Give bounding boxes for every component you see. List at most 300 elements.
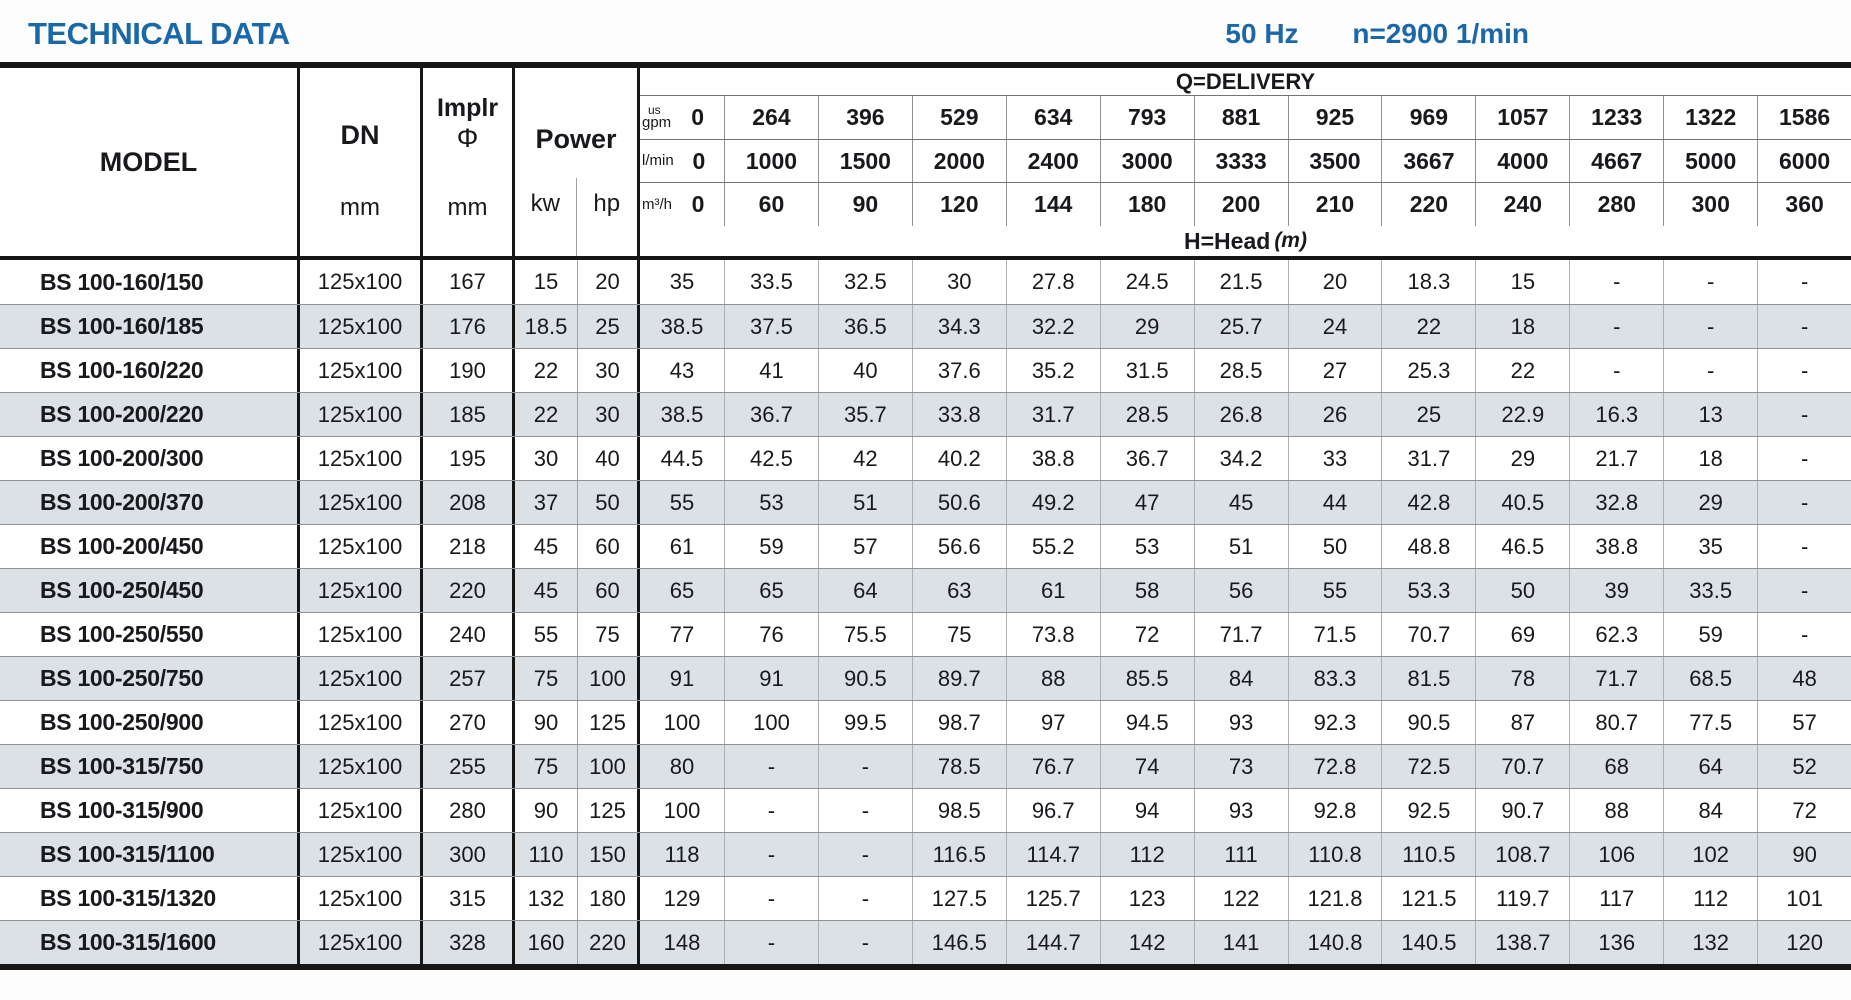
table-row (0, 920, 1851, 964)
model-cell: BS 100-315/1600 (0, 921, 300, 964)
q-value-cell: 180 (1100, 183, 1194, 226)
table-row (0, 568, 1851, 612)
q-value-cell: 3333 (1194, 140, 1288, 183)
head-cell: 80 (669, 753, 695, 779)
impeller-cell: 328 (423, 921, 515, 964)
table-row (0, 524, 1851, 568)
head-cell: 73 (1194, 745, 1288, 788)
usgpm-first-cell (640, 96, 724, 139)
m3h-values (724, 183, 1851, 226)
impeller-cell: 218 (423, 525, 515, 568)
head-cell: 91 (669, 665, 695, 691)
head-cell: 34.2 (1194, 437, 1288, 480)
head-cell: 122 (1194, 877, 1288, 920)
head-cell: 138.7 (1475, 921, 1569, 964)
head-cell: 61 (669, 533, 695, 559)
kw-cell: 22 (533, 401, 559, 427)
hp-cell: 50 (577, 481, 640, 524)
dn-cell: 125x100 (300, 481, 423, 524)
head-cell: 88 (1006, 657, 1100, 700)
head-cell: 93 (1194, 789, 1288, 832)
head-cell: 33.8 (912, 393, 1006, 436)
head-cell: 84 (1663, 789, 1757, 832)
dn-column-header (300, 68, 423, 256)
head-cell: 13 (1663, 393, 1757, 436)
m3h-first-cell (640, 183, 724, 226)
head-cell: 34.3 (912, 305, 1006, 348)
kw-cell: 45 (533, 577, 559, 603)
head-cell: 24 (1288, 305, 1382, 348)
head-cell: 28.5 (1194, 349, 1288, 392)
head-cell: 25.7 (1194, 305, 1288, 348)
head-cell: - (1757, 437, 1851, 480)
q-value-cell: 4667 (1569, 140, 1663, 183)
impeller-cell: 257 (423, 657, 515, 700)
head-cell: 72 (1757, 789, 1851, 832)
dn-cell: 125x100 (300, 393, 423, 436)
head-cell: 22 (1475, 349, 1569, 392)
head-cell: - (1663, 349, 1757, 392)
head-cell: 48.8 (1381, 525, 1475, 568)
head-cell: - (818, 877, 912, 920)
head-cell: 41 (724, 349, 818, 392)
technical-data-table (0, 62, 1851, 970)
head-cell: 89.7 (912, 657, 1006, 700)
table-row (0, 700, 1851, 744)
m3h-unit-label: m³/h (642, 195, 672, 213)
q-value-cell: 396 (818, 96, 912, 139)
head-cell: 31.5 (1100, 349, 1194, 392)
head-cell: 47 (1100, 481, 1194, 524)
head-cell: 16.3 (1569, 393, 1663, 436)
model-cell: BS 100-250/900 (0, 701, 300, 744)
impeller-cell: 300 (423, 833, 515, 876)
head-cell: 76.7 (1006, 745, 1100, 788)
model-cell: BS 100-200/370 (0, 481, 300, 524)
spec-labels (1225, 18, 1529, 50)
dn-cell: 125x100 (300, 613, 423, 656)
hp-cell: 100 (577, 657, 640, 700)
q-value-cell: 0 (691, 103, 704, 130)
lmin-first-cell (640, 140, 724, 183)
head-cell: 100 (663, 709, 701, 735)
head-cell: 101 (1757, 877, 1851, 920)
head-cell: 22 (1381, 305, 1475, 348)
q-value-cell: 6000 (1757, 140, 1851, 183)
head-cell: - (724, 921, 818, 964)
head-cell: 55.2 (1006, 525, 1100, 568)
q-value-cell: 5000 (1663, 140, 1757, 183)
head-cell: 31.7 (1381, 437, 1475, 480)
head-cell: 32.8 (1569, 481, 1663, 524)
head-cell: 140.5 (1381, 921, 1475, 964)
head-cell: 21.7 (1569, 437, 1663, 480)
head-cell: 100 (663, 797, 701, 823)
head-cell: 63 (912, 569, 1006, 612)
head-cell: 22.9 (1475, 393, 1569, 436)
head-cell: 25 (1381, 393, 1475, 436)
head-cell: 26 (1288, 393, 1382, 436)
head-cell: 64 (1663, 745, 1757, 788)
dn-cell: 125x100 (300, 657, 423, 700)
dn-cell: 125x100 (300, 745, 423, 788)
head-cell: 100 (724, 701, 818, 744)
head-cell: 39 (1569, 569, 1663, 612)
impeller-column-header (423, 68, 515, 256)
table-row (0, 260, 1851, 304)
head-cell: 141 (1194, 921, 1288, 964)
title-bar (0, 0, 1851, 62)
head-cell: 80.7 (1569, 701, 1663, 744)
model-cell: BS 100-160/150 (0, 260, 300, 304)
head-cell: 148 (663, 929, 701, 955)
table-row (0, 788, 1851, 832)
kw-cell: 90 (533, 709, 559, 735)
hp-cell: 30 (577, 393, 640, 436)
dn-cell: 125x100 (300, 789, 423, 832)
dn-cell: 125x100 (300, 349, 423, 392)
head-cell: 46.5 (1475, 525, 1569, 568)
head-cell: 40.2 (912, 437, 1006, 480)
hp-cell: 150 (577, 833, 640, 876)
head-cell: 58 (1100, 569, 1194, 612)
head-cell: - (818, 789, 912, 832)
hp-label: hp (576, 178, 638, 256)
head-cell: 18.3 (1381, 260, 1475, 304)
q-value-cell: 300 (1663, 183, 1757, 226)
head-cell: 106 (1569, 833, 1663, 876)
speed-label: n=2900 1/min (1352, 18, 1529, 49)
head-cell: - (818, 745, 912, 788)
head-cell: 102 (1663, 833, 1757, 876)
head-cell: 33.5 (1663, 569, 1757, 612)
q-value-cell: 3667 (1381, 140, 1475, 183)
head-cell: 29 (1475, 437, 1569, 480)
head-cell: 15 (1475, 260, 1569, 304)
head-cell: 43 (669, 357, 695, 383)
head-cell: 35 (669, 269, 695, 294)
head-cell: 93 (1194, 701, 1288, 744)
head-cell: 111 (1194, 833, 1288, 876)
model-cell: BS 100-315/1320 (0, 877, 300, 920)
q-value-cell: 3500 (1288, 140, 1382, 183)
head-cell: 92.3 (1288, 701, 1382, 744)
head-cell: 84 (1194, 657, 1288, 700)
head-cell: 57 (1757, 701, 1851, 744)
impeller-cell: 315 (423, 877, 515, 920)
head-cell: 35 (1663, 525, 1757, 568)
hp-cell: 30 (577, 349, 640, 392)
usgpm-values (724, 96, 1851, 139)
q-value-cell: 1586 (1757, 96, 1851, 139)
lmin-values (724, 140, 1851, 183)
q-value-cell: 1057 (1475, 96, 1569, 139)
head-cell: 75.5 (818, 613, 912, 656)
impeller-cell: 280 (423, 789, 515, 832)
head-cell: 32.2 (1006, 305, 1100, 348)
kw-cell: 37 (533, 489, 559, 515)
head-cell: 112 (1663, 877, 1757, 920)
head-cell: 38.8 (1006, 437, 1100, 480)
power-column-header (515, 68, 640, 256)
impeller-cell: 220 (423, 569, 515, 612)
head-cell: 50 (1288, 525, 1382, 568)
head-cell: 44.5 (660, 445, 704, 471)
hp-cell: 100 (577, 745, 640, 788)
head-cell: - (1663, 305, 1757, 348)
head-cell: 81.5 (1381, 657, 1475, 700)
dn-cell: 125x100 (300, 437, 423, 480)
table-body (0, 260, 1851, 964)
head-cell: 65 (669, 577, 695, 603)
head-cell: 92.8 (1288, 789, 1382, 832)
head-cell: - (1757, 569, 1851, 612)
kw-label: kw (530, 190, 560, 217)
hp-cell: 220 (577, 921, 640, 964)
head-cell: 51 (1194, 525, 1288, 568)
head-cell: 99.5 (818, 701, 912, 744)
head-cell: 70.7 (1475, 745, 1569, 788)
q-value-cell: 360 (1757, 183, 1851, 226)
head-cell: 110.8 (1288, 833, 1382, 876)
head-cell: 72 (1100, 613, 1194, 656)
q-value-cell: 280 (1569, 183, 1663, 226)
head-cell: - (724, 877, 818, 920)
head-cell: 77 (669, 621, 695, 647)
head-cell: 59 (1663, 613, 1757, 656)
q-value-cell: 60 (724, 183, 818, 226)
model-cell: BS 100-315/900 (0, 789, 300, 832)
dn-cell: 125x100 (300, 260, 423, 304)
power-subheaders (515, 178, 637, 256)
kw-cell: 30 (533, 445, 559, 471)
kw-cell: 90 (533, 797, 559, 823)
q-value-cell: 1500 (818, 140, 912, 183)
model-cell: BS 100-315/1100 (0, 833, 300, 876)
model-cell: BS 100-250/750 (0, 657, 300, 700)
head-cell: 120 (1757, 921, 1851, 964)
head-cell: 77.5 (1663, 701, 1757, 744)
impeller-cell: 185 (423, 393, 515, 436)
impeller-label: Implr (436, 94, 499, 122)
head-cell: 75 (912, 613, 1006, 656)
head-cell: 49.2 (1006, 481, 1100, 524)
q-value-cell: 0 (691, 191, 705, 218)
head-unit-label: (m) (1274, 229, 1307, 253)
head-cell: 42 (818, 437, 912, 480)
head-cell: 108.7 (1475, 833, 1569, 876)
q-value-cell: 264 (724, 96, 818, 139)
head-cell: 87 (1475, 701, 1569, 744)
head-cell: 71.7 (1569, 657, 1663, 700)
head-cell: - (1757, 349, 1851, 392)
hp-cell: 20 (577, 260, 640, 304)
head-cell: 50 (1475, 569, 1569, 612)
head-cell: 38.5 (660, 401, 704, 427)
kw-cell: 22 (533, 357, 559, 383)
q-value-cell: 1000 (724, 140, 818, 183)
dn-unit-label: mm (340, 194, 380, 221)
head-cell: 78.5 (912, 745, 1006, 788)
q-value-cell: 0 (692, 147, 706, 174)
head-cell: 90.5 (1381, 701, 1475, 744)
impeller-cell: 167 (423, 260, 515, 304)
head-cell: 24.5 (1100, 260, 1194, 304)
head-cell: 57 (818, 525, 912, 568)
head-cell: 123 (1100, 877, 1194, 920)
model-cell: BS 100-200/450 (0, 525, 300, 568)
dn-cell: 125x100 (300, 525, 423, 568)
kw-cell: 15 (533, 269, 559, 294)
q-value-cell: 240 (1475, 183, 1569, 226)
head-cell: - (1569, 305, 1663, 348)
impeller-cell: 240 (423, 613, 515, 656)
head-cell: - (1757, 305, 1851, 348)
model-cell: BS 100-250/450 (0, 569, 300, 612)
head-cell: 76 (724, 613, 818, 656)
head-cell: - (1757, 481, 1851, 524)
impeller-unit-label: mm (447, 194, 488, 221)
head-cell: 97 (1006, 701, 1100, 744)
head-cell: 94.5 (1100, 701, 1194, 744)
dn-cell: 125x100 (300, 921, 423, 964)
hp-cell: 125 (577, 701, 640, 744)
kw-cell: 18.5 (524, 313, 568, 339)
head-cell: 119.7 (1475, 877, 1569, 920)
head-cell: 91 (724, 657, 818, 700)
head-cell: 26.8 (1194, 393, 1288, 436)
hp-cell: 75 (577, 613, 640, 656)
head-cell: 30 (912, 260, 1006, 304)
impeller-cell: 195 (423, 437, 515, 480)
q-value-cell: 793 (1100, 96, 1194, 139)
dn-cell: 125x100 (300, 833, 423, 876)
head-cell: 56.6 (912, 525, 1006, 568)
head-cell: 36.7 (724, 393, 818, 436)
head-cell: 129 (663, 885, 701, 911)
head-cell: 40.5 (1475, 481, 1569, 524)
head-cell: 74 (1100, 745, 1194, 788)
dn-cell: 125x100 (300, 877, 423, 920)
delivery-header-block (640, 68, 1851, 256)
head-cell: 125.7 (1006, 877, 1100, 920)
head-cell: 94 (1100, 789, 1194, 832)
head-cell: 53 (724, 481, 818, 524)
model-column-header: MODEL (0, 68, 300, 256)
head-cell: 116.5 (912, 833, 1006, 876)
q-value-cell: 1233 (1569, 96, 1663, 139)
head-row-label (640, 226, 1851, 256)
head-cell: 96.7 (1006, 789, 1100, 832)
q-unit-row-m3h (640, 182, 1851, 226)
head-cell: - (1569, 349, 1663, 392)
model-cell: BS 100-315/750 (0, 745, 300, 788)
head-cell: 51 (818, 481, 912, 524)
kw-cell: 110 (528, 841, 564, 867)
head-cell: 88 (1569, 789, 1663, 832)
q-unit-row-usgpm (640, 96, 1851, 139)
head-cell: 132 (1663, 921, 1757, 964)
table-row (0, 480, 1851, 524)
head-cell: 90.5 (818, 657, 912, 700)
head-cell: 59 (724, 525, 818, 568)
lmin-unit-label: l/min (642, 152, 674, 170)
q-value-cell: 200 (1194, 183, 1288, 226)
q-value-cell: 925 (1288, 96, 1382, 139)
impeller-cell: 208 (423, 481, 515, 524)
head-cell: 98.5 (912, 789, 1006, 832)
model-cell: BS 100-160/185 (0, 305, 300, 348)
head-cell: - (1569, 260, 1663, 304)
model-cell: BS 100-250/550 (0, 613, 300, 656)
head-cell: 42.5 (724, 437, 818, 480)
hp-cell: 180 (577, 877, 640, 920)
head-cell: 52 (1757, 745, 1851, 788)
head-cell: 117 (1569, 877, 1663, 920)
hp-cell: 60 (577, 569, 640, 612)
kw-cell: 45 (533, 533, 559, 559)
delivery-title: Q=DELIVERY (640, 68, 1851, 96)
impeller-cell: 190 (423, 349, 515, 392)
usgpm-unit-label: us gpm (642, 103, 672, 131)
head-cell: 90 (1757, 833, 1851, 876)
head-cell: 28.5 (1100, 393, 1194, 436)
head-cell: - (1757, 613, 1851, 656)
head-cell: 55 (1288, 569, 1382, 612)
q-unit-row-lmin (640, 139, 1851, 183)
head-cell: 73.8 (1006, 613, 1100, 656)
head-cell: 90.7 (1475, 789, 1569, 832)
head-cell: 36.5 (818, 305, 912, 348)
dn-cell: 125x100 (300, 701, 423, 744)
head-cell: 44 (1288, 481, 1382, 524)
head-cell: 18 (1475, 305, 1569, 348)
model-cell: BS 100-160/220 (0, 349, 300, 392)
table-row (0, 392, 1851, 436)
head-cell: 68 (1569, 745, 1663, 788)
head-cell: 42.8 (1381, 481, 1475, 524)
q-value-cell: 881 (1194, 96, 1288, 139)
q-value-cell: 2400 (1006, 140, 1100, 183)
table-row (0, 656, 1851, 700)
head-cell: 114.7 (1006, 833, 1100, 876)
head-cell: 21.5 (1194, 260, 1288, 304)
head-cell: 37.6 (912, 349, 1006, 392)
head-cell: 98.7 (912, 701, 1006, 744)
impeller-cell: 176 (423, 305, 515, 348)
power-label: Power (535, 124, 617, 154)
head-cell: - (818, 921, 912, 964)
table-row (0, 304, 1851, 348)
head-cell: 142 (1100, 921, 1194, 964)
head-cell: 72.8 (1288, 745, 1382, 788)
head-cell: 92.5 (1381, 789, 1475, 832)
table-row (0, 348, 1851, 392)
q-value-cell: 4000 (1475, 140, 1569, 183)
head-cell: 18 (1663, 437, 1757, 480)
table-row (0, 744, 1851, 788)
head-cell: 53.3 (1381, 569, 1475, 612)
dn-cell: 125x100 (300, 305, 423, 348)
head-cell: 27.8 (1006, 260, 1100, 304)
head-cell: 121.8 (1288, 877, 1382, 920)
head-cell: 83.3 (1288, 657, 1382, 700)
head-cell: 71.7 (1194, 613, 1288, 656)
head-cell: - (818, 833, 912, 876)
table-row (0, 832, 1851, 876)
head-cell: - (1663, 260, 1757, 304)
q-value-cell: 220 (1381, 183, 1475, 226)
